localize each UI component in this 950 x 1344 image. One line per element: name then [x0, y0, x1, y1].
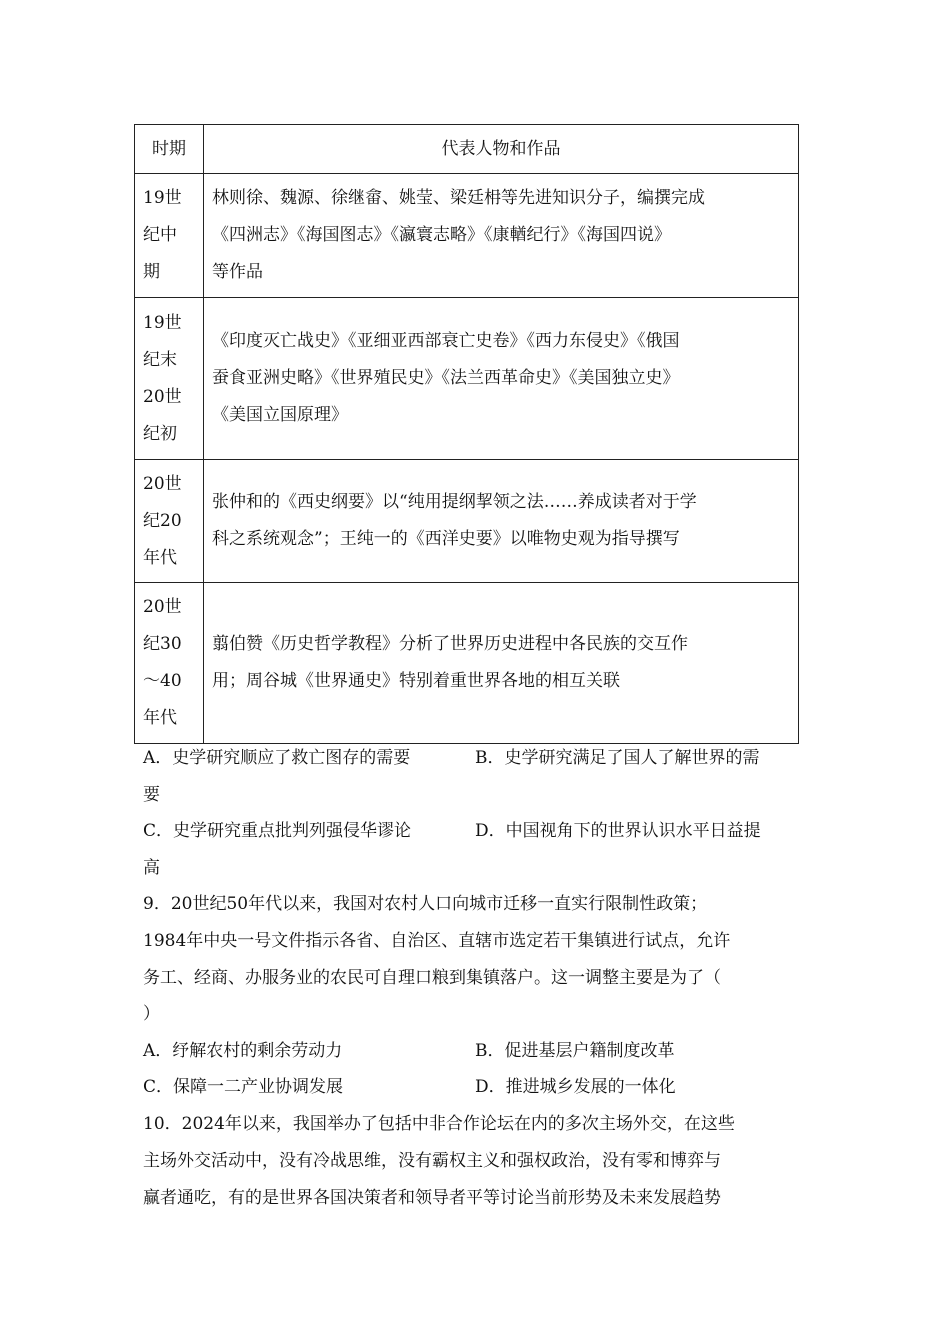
q8-option-b[interactable]: B．史学研究满足了国人了解世界的需 — [475, 748, 760, 768]
q8-option-d[interactable]: D．中国视角下的世界认识水平日益提 — [475, 821, 761, 841]
row-content: 张仲和的《西史纲要》以“纯用提纲挈领之法……养成读者对于学 科之系统观念”；王纯一的《西洋史要》以唯物史观为指导撰写 — [204, 460, 799, 583]
q8-option-b-wrap: 要 — [143, 785, 160, 805]
table-row — [135, 298, 799, 460]
q8-options-row1 — [143, 740, 803, 777]
table-row — [135, 174, 799, 298]
row-period: 19世 纪末 20世 纪初 — [135, 298, 204, 460]
q10-stem-line: 赢者通吃，有的是世界各国决策者和领导者平等讨论当前形势及未来发展趋势 — [143, 1188, 721, 1208]
q9-option-a[interactable]: A．纾解农村的剩余劳动力 — [143, 1041, 343, 1061]
q10-stem-line: 10．2024年以来，我国举办了包括中非合作论坛在内的多次主场外交，在这些 — [143, 1114, 735, 1134]
q9-stem-line: 9．20世纪50年代以来，我国对农村人口向城市迁移一直实行限制性政策； — [143, 894, 708, 914]
row-period: 20世 纪30 ～40 年代 — [135, 583, 204, 744]
table-row — [135, 460, 799, 583]
header-period: 时期 — [135, 125, 204, 174]
q9-stem-line: 务工、经商、办服务业的农民可自理口粮到集镇落户。这一调整主要是为了（ — [143, 968, 721, 988]
header-content: 代表人物和作品 — [204, 125, 799, 174]
q9-option-c[interactable]: C．保障一二产业协调发展 — [143, 1077, 344, 1097]
row-content: 《印度灭亡战史》《亚细亚西部衰亡史卷》《西力东侵史》《俄国 蚕食亚洲史略》《世界殖民史》《法兰西革命史》《美国独立史》 《美国立国原理》 — [204, 298, 799, 460]
q9-stem-line: ） — [143, 1004, 160, 1024]
row-period: 20世 纪20 年代 — [135, 460, 204, 583]
history-table — [134, 124, 799, 744]
table-header-row — [135, 125, 799, 174]
q9-options-row2 — [143, 1069, 803, 1106]
q9-options-row1 — [143, 1033, 803, 1070]
row-period: 19世 纪中 期 — [135, 174, 204, 298]
q8-option-c[interactable]: C．史学研究重点批判列强侵华谬论 — [143, 821, 412, 841]
q8-options-row2 — [143, 813, 803, 850]
q9-option-b[interactable]: B．促进基层户籍制度改革 — [475, 1041, 675, 1061]
q10-stem-line: 主场外交活动中，没有冷战思维，没有霸权主义和强权政治，没有零和博弈与 — [143, 1151, 721, 1171]
q9-option-d[interactable]: D．推进城乡发展的一体化 — [475, 1077, 676, 1097]
table-row — [135, 583, 799, 744]
q8-option-d-wrap: 高 — [143, 858, 160, 878]
q9-stem-line: 1984年中央一号文件指示各省、自治区、直辖市选定若干集镇进行试点，允许 — [143, 931, 731, 951]
q8-option-a[interactable]: A．史学研究顺应了救亡图存的需要 — [143, 748, 411, 768]
row-content: 林则徐、魏源、徐继畲、姚莹、梁廷枏等先进知识分子，编撰完成 《四洲志》《海国图志》《瀛寰志略》《康輶纪行》《海国四说》 等作品 — [204, 174, 799, 298]
row-content: 翦伯赞《历史哲学教程》分析了世界历史进程中各民族的交互作 用；周谷城《世界通史》特别着重世界各地的相互关联 — [204, 583, 799, 744]
